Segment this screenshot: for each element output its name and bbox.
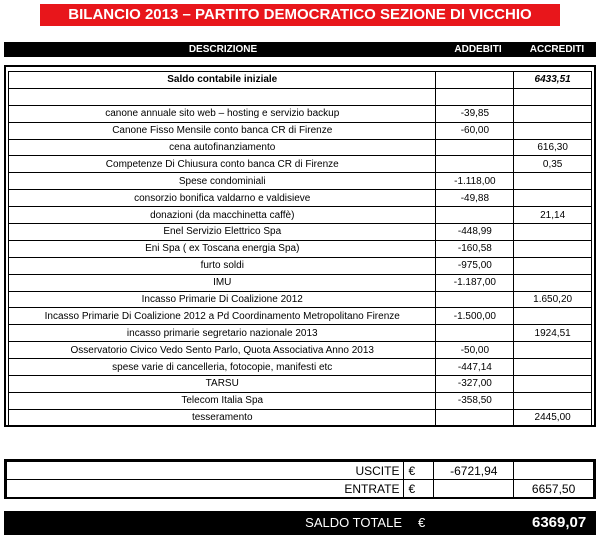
ledger-row <box>9 105 592 122</box>
row-description: Telecom Italia Spa <box>9 392 436 409</box>
row-debit: -50,00 <box>436 342 514 359</box>
uscite-row <box>7 462 594 480</box>
row-description <box>9 88 436 105</box>
final-balance-bar <box>4 511 596 535</box>
row-description: tesseramento <box>9 409 436 426</box>
ledger-row <box>9 359 592 376</box>
row-credit: 1924,51 <box>514 325 592 342</box>
ledger-row <box>9 139 592 156</box>
row-description: Enel Servizio Elettrico Spa <box>9 224 436 241</box>
final-balance-value: 6369,07 <box>532 514 587 531</box>
ledger-row <box>9 291 592 308</box>
ledger-row <box>9 190 592 207</box>
row-credit <box>514 240 592 257</box>
row-description: Saldo contabile iniziale <box>9 72 436 89</box>
uscite-currency: € <box>404 462 434 480</box>
ledger-row <box>9 325 592 342</box>
row-credit: 6433,51 <box>514 72 592 89</box>
row-description: Eni Spa ( ex Toscana energia Spa) <box>9 240 436 257</box>
row-description: canone annuale sito web – hosting e servizio backup <box>9 105 436 122</box>
row-credit <box>514 359 592 376</box>
row-credit <box>514 392 592 409</box>
row-credit <box>514 173 592 190</box>
row-description: consorzio bonifica valdarno e valdisieve <box>9 190 436 207</box>
entrate-value: 6657,50 <box>514 480 594 498</box>
row-credit <box>514 224 592 241</box>
row-credit <box>514 274 592 291</box>
row-credit: 0,35 <box>514 156 592 173</box>
row-credit: 1.650,20 <box>514 291 592 308</box>
row-description: TARSU <box>9 376 436 393</box>
ledger-row <box>9 308 592 325</box>
ledger-row <box>9 122 592 139</box>
row-debit <box>436 409 514 426</box>
row-credit <box>514 88 592 105</box>
row-credit <box>514 105 592 122</box>
final-balance-label: SALDO TOTALE <box>305 515 402 530</box>
row-debit <box>436 207 514 224</box>
ledger-row <box>9 342 592 359</box>
row-description: Incasso Primarie Di Coalizione 2012 <box>9 291 436 308</box>
totals-table <box>4 459 596 499</box>
entrate-label: ENTRATE <box>7 480 404 498</box>
row-debit: -358,50 <box>436 392 514 409</box>
column-header-debits: ADDEBITI <box>454 44 502 55</box>
row-description: cena autofinanziamento <box>9 139 436 156</box>
row-credit <box>514 342 592 359</box>
row-description: incasso primarie segretario nazionale 2013 <box>9 325 436 342</box>
row-description: spese varie di cancelleria, fotocopie, manifesti etc <box>9 359 436 376</box>
row-credit <box>514 376 592 393</box>
row-credit <box>514 122 592 139</box>
row-debit: -1.500,00 <box>436 308 514 325</box>
row-debit <box>436 88 514 105</box>
uscite-empty-cell <box>514 462 594 480</box>
opening-balance-row <box>9 72 592 89</box>
ledger-row <box>9 173 592 190</box>
row-debit: -49,88 <box>436 190 514 207</box>
row-description: Canone Fisso Mensile conto banca CR di Firenze <box>9 122 436 139</box>
ledger-row <box>9 376 592 393</box>
row-debit <box>436 139 514 156</box>
ledger-row <box>9 409 592 426</box>
uscite-value: -6721,94 <box>434 462 514 480</box>
row-debit: -1.187,00 <box>436 274 514 291</box>
row-debit: -39,85 <box>436 105 514 122</box>
row-debit <box>436 291 514 308</box>
row-debit: -60,00 <box>436 122 514 139</box>
ledger-row <box>9 88 592 105</box>
entrate-currency: € <box>404 480 434 498</box>
row-debit: -447,14 <box>436 359 514 376</box>
ledger-row <box>9 224 592 241</box>
row-description: Spese condominiali <box>9 173 436 190</box>
row-debit: -160,58 <box>436 240 514 257</box>
row-description: donazioni (da macchinetta caffè) <box>9 207 436 224</box>
uscite-label: USCITE <box>7 462 404 480</box>
page-title: BILANCIO 2013 – PARTITO DEMOCRATICO SEZIONE DI VICCHIO <box>40 4 560 26</box>
row-credit: 616,30 <box>514 139 592 156</box>
row-debit: -1.118,00 <box>436 173 514 190</box>
row-description: IMU <box>9 274 436 291</box>
row-credit: 21,14 <box>514 207 592 224</box>
row-description: Incasso Primarie Di Coalizione 2012 a Pd Coordinamento Metropolitano Firenze <box>9 308 436 325</box>
row-debit: -448,99 <box>436 224 514 241</box>
entrate-row <box>7 480 594 498</box>
ledger-row <box>9 392 592 409</box>
ledger-row <box>9 274 592 291</box>
row-credit <box>514 257 592 274</box>
row-credit: 2445,00 <box>514 409 592 426</box>
ledger-table <box>4 65 596 427</box>
column-header-bar <box>4 42 596 57</box>
ledger-row <box>9 156 592 173</box>
row-credit <box>514 308 592 325</box>
ledger-row <box>9 207 592 224</box>
column-header-description: DESCRIZIONE <box>188 44 258 55</box>
row-debit: -327,00 <box>436 376 514 393</box>
row-credit <box>514 190 592 207</box>
row-description: furto soldi <box>9 257 436 274</box>
row-debit <box>436 156 514 173</box>
entrate-empty-cell <box>434 480 514 498</box>
row-debit: -975,00 <box>436 257 514 274</box>
ledger-row <box>9 240 592 257</box>
row-debit <box>436 325 514 342</box>
row-description: Osservatorio Civico Vedo Sento Parlo, Quota Associativa Anno 2013 <box>9 342 436 359</box>
final-balance-currency: € <box>418 515 426 530</box>
row-debit <box>436 72 514 89</box>
row-description: Competenze Di Chiusura conto banca CR di Firenze <box>9 156 436 173</box>
column-header-credits: ACCREDITI <box>529 44 585 55</box>
ledger-row <box>9 257 592 274</box>
